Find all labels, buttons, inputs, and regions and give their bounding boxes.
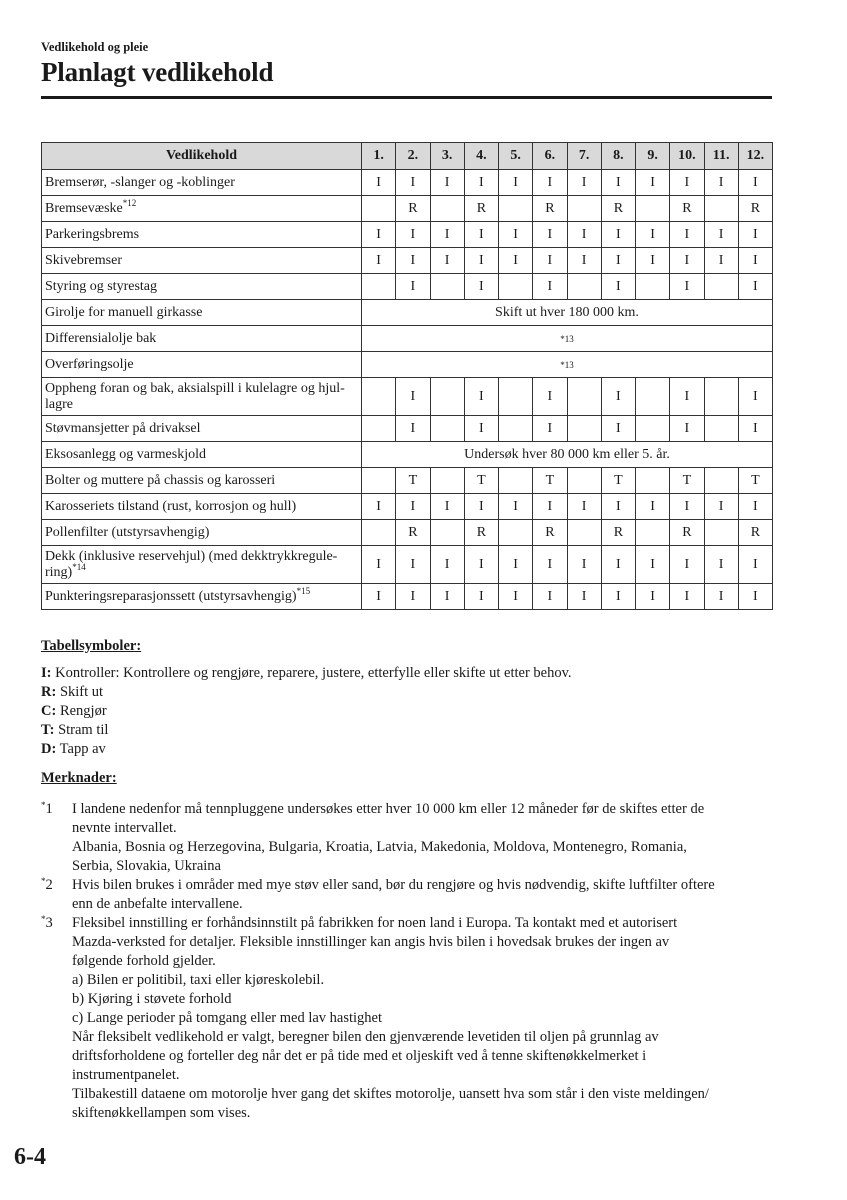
note-line: Serbia, Slovakia, Ukraina — [72, 858, 221, 874]
row-label — [42, 584, 362, 610]
table-cell: I — [533, 248, 567, 274]
table-cell: I — [430, 494, 464, 520]
table-cell: R — [601, 196, 635, 222]
table-cell: R — [601, 520, 635, 546]
table-cell — [362, 378, 396, 416]
legend-key: D: — [41, 741, 57, 757]
table-cell: I — [533, 222, 567, 248]
row-label-text: Støvmansjetter på drivaksel — [45, 420, 201, 436]
table-cell — [704, 378, 738, 416]
table-cell: R — [533, 196, 567, 222]
footnote-ref: *12 — [122, 197, 137, 208]
table-cell — [704, 520, 738, 546]
table-cell: I — [704, 494, 738, 520]
header-interval: 1. — [362, 143, 396, 170]
table-cell — [430, 520, 464, 546]
row-label-text: Differensialolje bak — [45, 330, 157, 346]
table-row — [42, 416, 773, 442]
row-label-text: Girolje for manuell girkasse — [45, 304, 203, 320]
table-cell: I — [738, 222, 772, 248]
table-cell: I — [499, 584, 533, 610]
row-label-text: Bremserør, -slanger og -koblinger — [45, 174, 235, 190]
table-cell: I — [567, 584, 601, 610]
legend-item — [41, 721, 572, 740]
note-line: følgende forhold gjelder. — [72, 953, 216, 969]
table-cell: R — [670, 196, 704, 222]
table-cell: R — [738, 196, 772, 222]
table-cell: I — [464, 378, 498, 416]
table-body — [42, 170, 773, 610]
table-cell: I — [464, 170, 498, 196]
table-cell: T — [601, 468, 635, 494]
footnote-ref: *15 — [296, 585, 311, 596]
note-line: Når fleksibelt vedlikehold er valgt, beregner bilen den gjenværende levetiden til oljen på grunnlag av — [72, 1029, 659, 1045]
table-cell: I — [636, 170, 670, 196]
notes-list — [41, 800, 772, 1123]
table-cell: R — [533, 520, 567, 546]
table-cell: I — [533, 546, 567, 584]
table-cell: I — [738, 378, 772, 416]
table-cell: I — [396, 274, 430, 300]
note-line: Albania, Bosnia og Herzegovina, Bulgaria, Kroatia, Latvia, Makedonia, Moldova, Montenegro, Romania, — [72, 839, 687, 855]
legend-text: Skift ut — [56, 684, 104, 700]
legend-key: I: — [41, 665, 52, 681]
table-cell — [499, 416, 533, 442]
table-cell: I — [738, 170, 772, 196]
table-cell — [499, 520, 533, 546]
note-line: Mazda-verksted for detaljer. Fleksible innstillinger kan angis hvis bilen i hovedsak brukes der ingen av — [72, 934, 670, 950]
table-row — [42, 300, 773, 326]
table-cell: I — [670, 378, 704, 416]
row-label-text: Eksosanlegg og varmeskjold — [45, 446, 206, 462]
table-cell: I — [601, 274, 635, 300]
table-cell: I — [670, 416, 704, 442]
table-row — [42, 352, 773, 378]
row-label-text: Skivebremser — [45, 252, 122, 268]
note-asterisk: * — [41, 914, 46, 924]
table-cell — [430, 416, 464, 442]
table-cell: I — [396, 584, 430, 610]
note-item — [41, 800, 772, 876]
row-label-text: Oppheng foran og bak, aksialspill i kulelagre og hjul- — [45, 380, 345, 396]
table-cell: I — [670, 584, 704, 610]
table-cell: I — [396, 416, 430, 442]
row-label-text: Bremsevæske — [45, 200, 123, 216]
table-cell: I — [670, 170, 704, 196]
table-cell: R — [464, 196, 498, 222]
table-cell — [567, 274, 601, 300]
table-cell — [636, 416, 670, 442]
header-interval: 7. — [567, 143, 601, 170]
table-cell: I — [533, 416, 567, 442]
table-cell: I — [362, 546, 396, 584]
table-cell: I — [704, 584, 738, 610]
note-item — [41, 876, 772, 914]
table-cell: I — [499, 546, 533, 584]
table-cell — [636, 274, 670, 300]
legend-key: T: — [41, 722, 55, 738]
row-label-text: Punkteringsreparasjonssett (utstyrsavhengig) — [45, 588, 297, 604]
table-cell — [362, 468, 396, 494]
table-cell: I — [362, 494, 396, 520]
note-line: c) Lange perioder på tomgang eller med lav hastighet — [72, 1010, 383, 1026]
table-cell: R — [670, 520, 704, 546]
table-cell: I — [464, 494, 498, 520]
table-cell: I — [533, 584, 567, 610]
table-cell — [636, 378, 670, 416]
notes-heading: Merknader: — [41, 770, 117, 786]
table-cell: I — [430, 546, 464, 584]
note-line: driftsforholdene og forteller deg når det er på tide med et oljeskift ved å tenne skiftenøkkelmerket i — [72, 1048, 647, 1064]
note-line: I landene nedenfor må tennpluggene undersøkes etter hver 10 000 km eller 12 måneder før de skiftes etter de — [72, 801, 705, 817]
table-cell: I — [464, 546, 498, 584]
note-line: instrumentpanelet. — [72, 1067, 180, 1083]
table-cell: T — [670, 468, 704, 494]
legend-key: R: — [41, 684, 57, 700]
note-marker — [41, 914, 53, 933]
row-label-text: Bolter og muttere på chassis og karosseri — [45, 472, 276, 488]
row-label-text: Styring og styrestag — [45, 278, 157, 294]
maintenance-table — [41, 142, 773, 610]
legend-item — [41, 683, 572, 702]
note-line: a) Bilen er politibil, taxi eller kjøreskolebil. — [72, 972, 325, 988]
table-cell: I — [670, 494, 704, 520]
table-cell: I — [738, 584, 772, 610]
section-header: Vedlikehold og pleie — [41, 40, 149, 54]
table-cell — [636, 196, 670, 222]
table-cell — [499, 274, 533, 300]
table-cell: R — [396, 196, 430, 222]
table-cell: I — [601, 546, 635, 584]
table-cell — [499, 378, 533, 416]
row-label — [42, 222, 362, 248]
note-number: 2 — [45, 877, 53, 893]
table-cell: I — [567, 248, 601, 274]
table-cell — [362, 274, 396, 300]
table-cell: I — [670, 222, 704, 248]
table-cell: I — [464, 248, 498, 274]
row-label — [42, 300, 362, 326]
note-marker — [41, 800, 53, 819]
row-label — [42, 274, 362, 300]
note-line: nevnte intervallet. — [72, 820, 177, 836]
table-cell: I — [601, 378, 635, 416]
table-row — [42, 546, 773, 584]
row-label — [42, 494, 362, 520]
table-cell — [430, 274, 464, 300]
title-divider — [41, 96, 772, 99]
table-row — [42, 494, 773, 520]
table-cell: I — [636, 222, 670, 248]
table-cell: I — [464, 584, 498, 610]
legend-text: Stram til — [54, 722, 109, 738]
table-cell: I — [362, 170, 396, 196]
legend-text: Tapp av — [56, 741, 106, 757]
header-interval: 12. — [738, 143, 772, 170]
table-row — [42, 222, 773, 248]
table-row — [42, 520, 773, 546]
table-row — [42, 584, 773, 610]
table-row — [42, 378, 773, 416]
table-cell: I — [396, 248, 430, 274]
table-cell: I — [499, 248, 533, 274]
row-label-text: lagre — [45, 396, 73, 412]
table-cell — [704, 416, 738, 442]
note-line: Tilbakestill dataene om motorolje hver gang det skiftes motorolje, uansett hva som står i den viste meldingen/ — [72, 1086, 709, 1102]
table-cell — [567, 378, 601, 416]
table-cell — [567, 196, 601, 222]
header-interval: 6. — [533, 143, 567, 170]
header-interval: 2. — [396, 143, 430, 170]
table-row — [42, 442, 773, 468]
table-cell: I — [567, 222, 601, 248]
header-interval: 3. — [430, 143, 464, 170]
header-interval: 8. — [601, 143, 635, 170]
table-cell — [704, 196, 738, 222]
row-label-text: Karosseriets tilstand (rust, korrosjon og hull) — [45, 498, 297, 514]
row-label — [42, 170, 362, 196]
table-cell — [636, 520, 670, 546]
table-cell — [430, 196, 464, 222]
table-cell: I — [396, 378, 430, 416]
table-cell: I — [670, 274, 704, 300]
table-row — [42, 196, 773, 222]
table-cell: I — [601, 222, 635, 248]
table-cell: I — [567, 494, 601, 520]
table-cell: I — [670, 546, 704, 584]
table-cell — [636, 468, 670, 494]
table-cell: R — [738, 520, 772, 546]
table-cell: I — [738, 274, 772, 300]
table-cell: T — [738, 468, 772, 494]
table-cell: R — [396, 520, 430, 546]
table-cell — [430, 468, 464, 494]
table-cell: I — [362, 248, 396, 274]
table-cell: I — [636, 584, 670, 610]
table-cell — [499, 468, 533, 494]
span-cell: Undersøk hver 80 000 km eller 5. år. — [362, 442, 773, 468]
table-cell: I — [738, 546, 772, 584]
row-label-text: Parkeringsbrems — [45, 226, 140, 242]
table-cell: I — [396, 222, 430, 248]
legend-list — [41, 664, 572, 759]
table-row — [42, 248, 773, 274]
note-asterisk: * — [41, 800, 46, 810]
table-cell: I — [567, 170, 601, 196]
table-cell: I — [430, 170, 464, 196]
note-line: Hvis bilen brukes i områder med mye støv eller sand, bør du rengjøre og hvis nødvendig, skifte luftfilter oftere — [72, 877, 715, 893]
row-label — [42, 416, 362, 442]
span-cell: *13 — [362, 352, 773, 378]
table-cell: I — [601, 170, 635, 196]
table-cell: I — [430, 248, 464, 274]
table-cell: I — [533, 494, 567, 520]
table-cell: I — [601, 248, 635, 274]
row-label — [42, 248, 362, 274]
table-cell: I — [636, 248, 670, 274]
table-cell — [362, 196, 396, 222]
table-cell — [430, 378, 464, 416]
page-number: 6-4 — [14, 1144, 46, 1170]
table-cell: I — [704, 170, 738, 196]
table-cell: I — [567, 546, 601, 584]
note-line: Fleksibel innstilling er forhåndsinnstilt på fabrikken for noen land i Europa. Ta kontakt med et autorisert — [72, 915, 678, 931]
header-interval: 9. — [636, 143, 670, 170]
header-interval: 4. — [464, 143, 498, 170]
row-label — [42, 468, 362, 494]
table-row — [42, 468, 773, 494]
legend-item — [41, 740, 572, 759]
table-cell — [704, 274, 738, 300]
note-line: enn de anbefalte intervallene. — [72, 896, 243, 912]
row-label-text: ring) — [45, 564, 73, 580]
note-number: 3 — [45, 915, 53, 931]
table-cell: I — [362, 222, 396, 248]
note-item — [41, 914, 772, 1123]
table-cell: I — [499, 170, 533, 196]
table-row — [42, 326, 773, 352]
table-cell: I — [533, 170, 567, 196]
header-maintenance: Vedlikehold — [42, 143, 362, 170]
table-cell: I — [636, 494, 670, 520]
table-cell — [567, 520, 601, 546]
row-label — [42, 378, 362, 416]
row-label — [42, 546, 362, 584]
row-label-text: Overføringsolje — [45, 356, 134, 372]
table-cell: I — [464, 222, 498, 248]
legend-text: Kontroller: Kontrollere og rengjøre, reparere, justere, etterfylle eller skifte ut etter behov. — [51, 665, 572, 681]
note-marker — [41, 876, 53, 895]
table-cell: I — [636, 546, 670, 584]
row-label-text: Dekk (inklusive reservehjul) (med dekktrykkregule- — [45, 548, 338, 564]
note-line: skiftenøkkellampen som vises. — [72, 1105, 251, 1121]
table-cell: I — [464, 416, 498, 442]
table-cell: I — [533, 274, 567, 300]
table-cell — [362, 520, 396, 546]
footnote-ref: *14 — [72, 561, 86, 572]
header-interval: 11. — [704, 143, 738, 170]
table-cell: I — [396, 546, 430, 584]
header-interval: 5. — [499, 143, 533, 170]
table-cell: I — [704, 248, 738, 274]
table-cell: I — [738, 494, 772, 520]
legend-item — [41, 702, 572, 721]
table-row — [42, 170, 773, 196]
table-cell — [499, 196, 533, 222]
table-cell: I — [704, 546, 738, 584]
table-cell — [567, 468, 601, 494]
row-label — [42, 326, 362, 352]
table-cell: I — [464, 274, 498, 300]
table-cell: I — [601, 584, 635, 610]
table-cell: I — [738, 416, 772, 442]
table-cell: I — [396, 494, 430, 520]
row-label — [42, 520, 362, 546]
table-cell: T — [464, 468, 498, 494]
note-number: 1 — [45, 801, 53, 817]
table-cell: I — [430, 222, 464, 248]
table-cell — [704, 468, 738, 494]
table-cell: T — [533, 468, 567, 494]
table-cell: I — [499, 494, 533, 520]
table-cell: I — [670, 248, 704, 274]
header-interval: 10. — [670, 143, 704, 170]
legend-heading: Tabellsymboler: — [41, 638, 142, 654]
note-line: b) Kjøring i støvete forhold — [72, 991, 232, 1007]
table-cell — [567, 416, 601, 442]
row-label-text: Pollenfilter (utstyrsavhengig) — [45, 524, 210, 540]
table-cell: I — [533, 378, 567, 416]
span-cell: Skift ut hver 180 000 km. — [362, 300, 773, 326]
note-asterisk: * — [41, 876, 46, 886]
table-cell: I — [704, 222, 738, 248]
table-cell: I — [738, 248, 772, 274]
table-cell: I — [601, 494, 635, 520]
row-label — [42, 352, 362, 378]
table-cell: T — [396, 468, 430, 494]
table-row — [42, 274, 773, 300]
row-label — [42, 196, 362, 222]
page-title: Planlagt vedlikehold — [41, 57, 274, 87]
legend-item — [41, 664, 572, 683]
legend-key: C: — [41, 703, 57, 719]
table-cell: I — [601, 416, 635, 442]
table-cell: I — [499, 222, 533, 248]
table-header-row — [42, 143, 773, 170]
legend-text: Rengjør — [56, 703, 107, 719]
table-cell: I — [362, 584, 396, 610]
row-label — [42, 442, 362, 468]
table-cell: R — [464, 520, 498, 546]
table-cell — [362, 416, 396, 442]
table-cell: I — [430, 584, 464, 610]
span-cell: *13 — [362, 326, 773, 352]
table-cell: I — [396, 170, 430, 196]
